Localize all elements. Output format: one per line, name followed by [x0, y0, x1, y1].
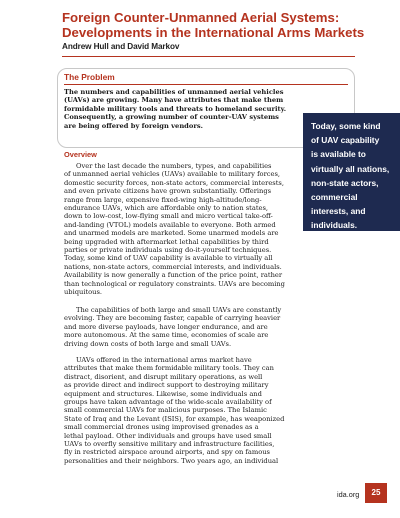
overview-paragraph-1 — [64, 162, 314, 297]
body-line: attributes that make them formidable military tools. They can — [64, 364, 274, 373]
body-line: domestic security forces, non-state actors, commercial interests, — [64, 178, 284, 187]
body-line: fly in restricted airspace around airports, and spy on famous — [64, 448, 270, 457]
body-line: more autonomous. At the same time, economies of scale are — [64, 331, 269, 340]
body-line: personalities and their neighbors. Two years ago, an individual — [64, 456, 279, 465]
body-line: and unarmed models are marketed. Some unarmed models are — [64, 229, 279, 238]
body-line: than technological or regulatory constraints. UAVs are becoming — [64, 279, 285, 288]
body-line: groups have taken advantage of the wide-scale availability of — [64, 398, 272, 407]
callout-line: of UAV capability — [311, 135, 380, 146]
body-line: of unmanned aerial vehicles (UAVs) available to military forces, — [64, 170, 281, 179]
body-line: UAVs offered in the international arms market have — [76, 356, 252, 364]
body-line: equipment and structures. Likewise, some individuals and — [64, 389, 262, 398]
body-line: small commercial drones using improvised grenades as a — [64, 423, 259, 432]
body-line: Today, some kind of UAV capability is available to virtually all — [64, 254, 273, 263]
title-line: Developments in the International Arms Markets — [62, 24, 365, 40]
problem-line: formidable military tools and threats to homeland security. — [64, 104, 287, 113]
body-line: lethal payload. Other individuals and groups have used small — [64, 431, 272, 440]
body-line: distract, disorient, and disrupt military operations, as well — [64, 372, 263, 381]
body-line: small commercial UAVs for malicious purposes. The Islamic — [64, 406, 267, 415]
body-line: driving down costs of both large and small UAVs. — [64, 339, 232, 348]
title-divider — [62, 56, 355, 57]
body-line: range from large, expensive fixed-wing high-altitude/long- — [64, 195, 262, 204]
overview-heading: Overview — [64, 150, 97, 159]
body-line: UAVs to overfly sensitive military and infrastructure facilities, — [64, 440, 275, 449]
footer-site-link[interactable]: ida.org — [337, 490, 360, 499]
body-line: being upgraded with aftermarket lethal capabilities by third — [64, 237, 269, 246]
callout-line: virtually all nations, — [311, 163, 390, 174]
title-line: Foreign Counter-Unmanned Aerial Systems: — [62, 10, 340, 25]
callout-line: commercial — [311, 192, 358, 203]
problem-line: Consequently, a growing number of counter-UAV systems — [64, 113, 279, 122]
body-line: and more diverse payloads, have longer endurance, and are — [64, 322, 268, 331]
overview-paragraph-3 — [64, 356, 314, 465]
overview-paragraph-2 — [64, 306, 314, 348]
callout-line: is available to — [311, 149, 366, 160]
callout-line: interests, and — [311, 206, 366, 217]
body-line: Over the last decade the numbers, types, and capabilities — [76, 162, 272, 170]
problem-line: are being offered by foreign vendors. — [64, 121, 203, 130]
article-title — [62, 11, 382, 40]
problem-line: The numbers and capabilities of unmanned aerial vehicles — [64, 88, 284, 96]
authors: Andrew Hull and David Markov — [62, 42, 180, 51]
body-line: nations, non-state actors, commercial interests, and individuals. — [64, 262, 282, 271]
body-line: and even private citizens have grown substantially. Offerings — [64, 187, 272, 196]
body-line: parties or private individuals using do-it-yourself techniques. — [64, 246, 272, 255]
body-line: The capabilities of both large and small UAVs are constantly — [76, 306, 282, 314]
callout-line: individuals. — [311, 220, 358, 231]
problem-divider — [64, 84, 348, 85]
body-line: down to low-cost, low-flying small and micro vertical take-off- — [64, 212, 273, 221]
problem-heading: The Problem — [64, 72, 115, 82]
callout-line: Today, some kind — [311, 121, 381, 131]
body-line: State of Iraq and the Levant (ISIS), for example, has weaponized — [64, 414, 285, 423]
body-line: endurance UAVs, which are affordable only to nation states, — [64, 204, 269, 213]
body-line: evolving. They are becoming faster, capable of carrying heavier — [64, 314, 281, 323]
body-line: and-landing (VTOL) models available to everyone. Both armed — [64, 220, 276, 229]
body-line: ubiquitous. — [64, 288, 103, 297]
body-line: as provide direct and indirect support to destroying military — [64, 381, 269, 390]
callout-line: non-state actors, — [311, 177, 379, 188]
page-number-badge: 25 — [365, 483, 387, 503]
problem-line: (UAVs) are growing. Many have attributes that make them — [64, 96, 284, 105]
body-line: Availability is now generally a function of the price point, rather — [64, 271, 283, 280]
pull-quote-callout — [303, 113, 400, 231]
